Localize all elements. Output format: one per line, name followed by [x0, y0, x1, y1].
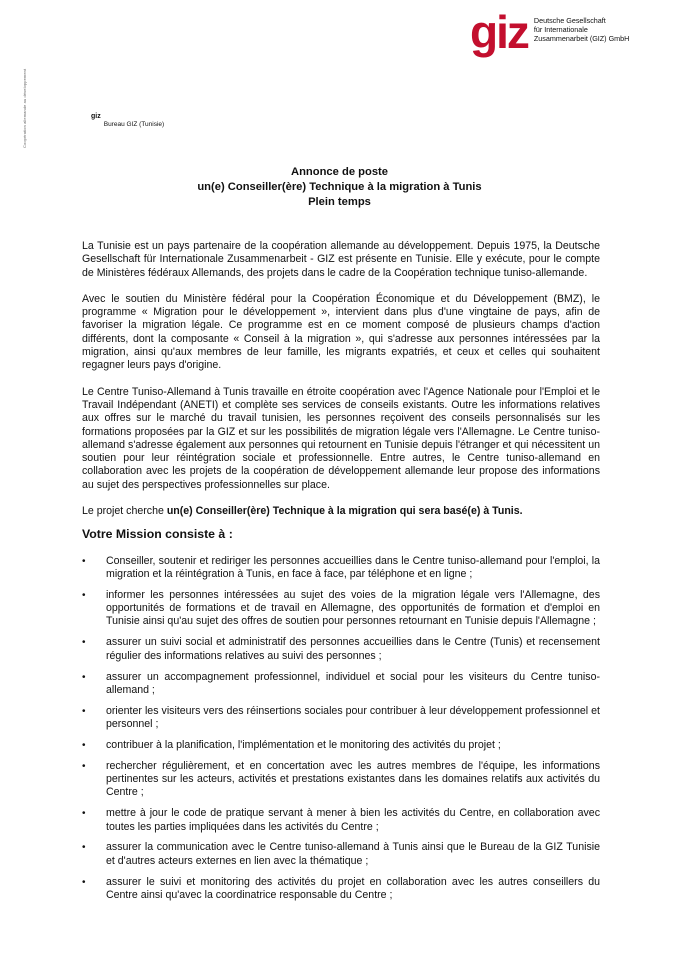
- org-name-line-2: für Internationale: [533, 25, 588, 34]
- paragraph-centre: Le Centre Tuniso-Allemand à Tunis travaille en étroite coopération avec l'Agence Nationale pour l'Emploi et le Travail Indépendant (ANETI) et complète ses services de conseils existants. Outre les informations relatives aux offres sur le marché du travail tunisien, les personnes reçoivent des conseils personnalisés sur les formations proposées par la GIZ et sur les possibilités de migration légale vers l'Allemagne. Le Centre tuniso-allemand s'adresse également aux personnes qui retournent en Tunisie depuis l'étranger et qui nécessitent un soutien pour leur réintégration sociale et professionnelle. Entre autres, le Centre tuniso-allemand en collaboration avec les projets de la coopération de développement allemande leur propose des informations au sujet des perspectives professionnelles sur place.: [82, 385, 600, 491]
- side-margin-note: Coopération allemande au développement: [22, 68, 27, 148]
- org-name-line-3: Zusammenarbeit (GIZ) GmbH: [533, 34, 630, 43]
- project-line-position: un(e) Conseiller(ère) Technique à la migration qui sera basé(e) à Tunis.: [166, 505, 523, 518]
- paragraph-program: Avec le soutien du Ministère fédéral pour la Coopération Économique et du Développement (BMZ), le programme « Migration pour le développement », intervient dans plus d'une vingtaine de pays, afin de favoriser la migration légale. Ce programme est en ce moment composé de plusieurs champs d'action différents, dont la composante « Conseil à la migration », qui s'adresse aux personnes intéressées par la migration, ainsi qu'aux membres de leur famille, les migrants expatriés, et ceux et celles qui souhaitent regagner leurs pays d'origine.: [82, 292, 600, 372]
- mission-item: [82, 807, 600, 834]
- bullet-icon: •: [82, 555, 86, 567]
- mission-item-text: assurer un accompagnement professionnel, individuel et social pour les visiteurs du Centre tuniso-allemand ;: [106, 670, 600, 696]
- mission-item: [82, 760, 600, 800]
- bullet-icon: •: [82, 739, 86, 751]
- bullet-icon: •: [82, 842, 86, 854]
- mission-item-text: mettre à jour le code de pratique servant à mener à bien les activités du Centre, en collaboration avec toutes les parties impliquées dans les activités du Centre ;: [106, 807, 600, 833]
- title-line-1: Annonce de poste: [291, 166, 388, 178]
- mission-item: [82, 705, 600, 732]
- mission-item: [82, 589, 600, 629]
- bullet-icon: •: [82, 589, 86, 601]
- mission-item: [82, 555, 600, 582]
- mission-item-text: orienter les visiteurs vers des réinsertions sociales pour contribuer à leur développement professionnel et personnel ;: [106, 704, 600, 730]
- bullet-icon: •: [82, 705, 86, 717]
- bullet-icon: •: [82, 808, 86, 820]
- mission-item-text: assurer un suivi social et administratif des personnes accueillies dans le Centre (Tunis) et recensement régulier des informations relatives au suivi des personnes ;: [106, 636, 600, 662]
- giz-logo-mark: giz: [470, 6, 528, 58]
- project-line-prefix: Le projet cherche: [82, 505, 167, 518]
- mission-item-text: assurer le suivi et monitoring des activités du projet en collaboration avec les autres conseillers du Centre ainsi qu'avec la coordinatrice responsable du Centre ;: [106, 875, 600, 901]
- office-label: Bureau GIZ (Tunisie): [103, 121, 165, 128]
- mission-item-text: rechercher régulièrement, et en concertation avec les autres membres de l'équipe, les informations pertinentes sur les acteurs, activités et prestations existantes dans les domaines relatifs aux activités du Centre ;: [106, 759, 600, 799]
- org-name-line-1: Deutsche Gesellschaft: [533, 16, 606, 25]
- mission-item: [82, 636, 600, 663]
- title-line-2: un(e) Conseiller(ère) Technique à la migration à Tunis: [197, 181, 482, 193]
- mission-item-text: informer les personnes intéressées au sujet des voies de la migration légale vers l'Allemagne, des opportunités de formations et de travail en Allemagne, des opportunités de formation et d'emploi en Tunisie ainsi qu'au sujet des offres de soutien pour personnes retournant en Tunisie depuis l'Allemagne ;: [106, 588, 600, 628]
- bullet-icon: •: [82, 637, 86, 649]
- mission-item: [82, 876, 600, 903]
- mission-item-text: Conseiller, soutenir et rediriger les personnes accueillies dans le Centre tuniso-allemand pour l'emploi, la migration et la réintégration à Tunis, en face à face, par téléphone et en ligne ;: [106, 554, 600, 580]
- bullet-icon: •: [82, 671, 86, 683]
- mission-item-text: assurer la communication avec le Centre tuniso-allemand à Tunis ainsi que le Bureau de la GIZ Tunisie et d'autres acteurs externes en lien avec la thématique ;: [106, 841, 600, 867]
- mission-list: [82, 555, 600, 903]
- document-title: [0, 165, 679, 210]
- title-line-3: Plein temps: [308, 196, 371, 208]
- giz-logo: [470, 6, 630, 58]
- document-body: [82, 240, 600, 910]
- mission-item: [82, 739, 600, 752]
- paragraph-project: [82, 505, 600, 518]
- mission-item: [82, 841, 600, 868]
- giz-logo-org-name: [534, 16, 629, 43]
- paragraph-intro: La Tunisie est un pays partenaire de la coopération allemande au développement. Depuis 1975, la Deutsche Gesellschaft für Internationale Zusammenarbeit - GIZ est présente en Tunisie. Elle y exécute, pour le compte de Ministères fédéraux Allemands, des projets dans le cadre de la Coopération technique tuniso-allemande.: [82, 240, 600, 279]
- bullet-icon: •: [82, 760, 86, 772]
- mission-item: [82, 671, 600, 698]
- bullet-icon: •: [82, 876, 86, 888]
- office-header: [91, 113, 164, 128]
- office-small-logo: giz: [91, 113, 101, 120]
- mission-heading: Votre Mission consiste à :: [82, 527, 233, 542]
- mission-item-text: contribuer à la planification, l'implémentation et le monitoring des activités du projet ;: [106, 738, 501, 751]
